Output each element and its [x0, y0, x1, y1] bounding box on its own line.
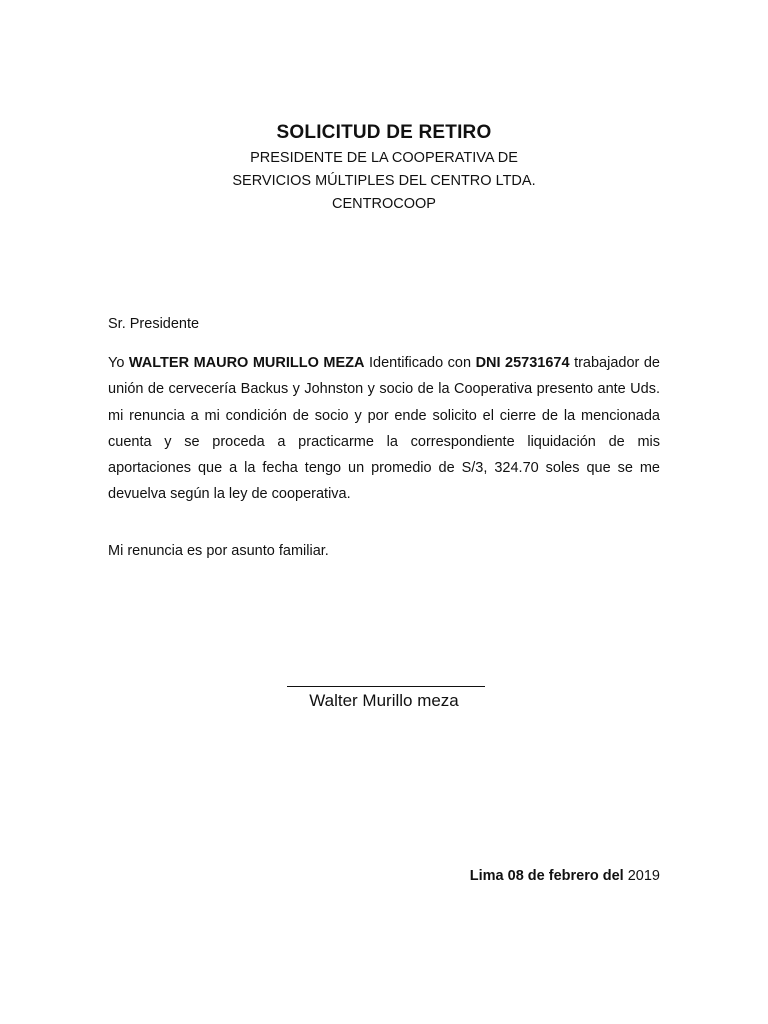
applicant-dni: DNI 25731674	[475, 355, 570, 371]
body-identificado: Identificado con	[364, 355, 476, 371]
date-line	[470, 868, 660, 884]
date-year: 2019	[627, 868, 660, 884]
body-text: trabajador de unión de cervecería Backus y Johnston y socio de la Cooperativa presento ante Uds. mi renuncia a mi condición de socio y por ende solicito el cierre de la mencionada cuenta y se proceda a practicarme la correspondiente liquidación de mis aportaciones que a la fecha tengo un promedio de S/3, 324.70 soles que se me devuelva según la ley de cooperativa.	[108, 355, 660, 503]
salutation: Sr. Presidente	[108, 316, 200, 332]
date-place-day: Lima 08 de febrero del	[469, 868, 628, 884]
signature-name: Walter Murillo meza	[309, 691, 459, 710]
signature-line	[287, 686, 485, 687]
body-yo: Yo	[108, 355, 129, 371]
applicant-name: WALTER MAURO MURILLO MEZA	[128, 355, 365, 371]
addressee-line-3: CENTROCOOP	[332, 196, 436, 212]
document-title: SOLICITUD DE RETIRO	[276, 122, 492, 143]
body-paragraph	[108, 350, 660, 508]
addressee-line-2: SERVICIOS MÚLTIPLES DEL CENTRO LTDA.	[232, 173, 536, 189]
reason-line: Mi renuncia es por asunto familiar.	[108, 543, 329, 559]
addressee-line-1: PRESIDENTE DE LA COOPERATIVA DE	[250, 150, 518, 166]
